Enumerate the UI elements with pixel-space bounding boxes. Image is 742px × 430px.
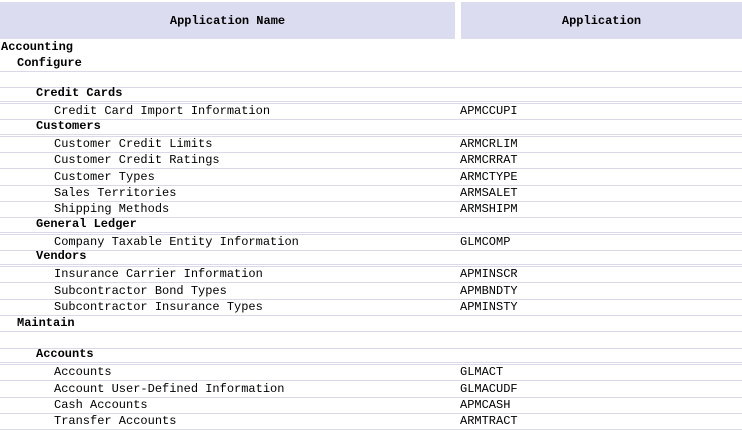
application-row[interactable] bbox=[0, 104, 742, 120]
application-name-cell[interactable]: Subcontractor Bond Types bbox=[54, 283, 227, 298]
application-row[interactable] bbox=[0, 267, 742, 283]
application-row[interactable] bbox=[0, 283, 742, 299]
table-header bbox=[0, 0, 742, 39]
table-body bbox=[0, 39, 742, 430]
application-row[interactable] bbox=[0, 398, 742, 414]
application-code-cell: APMINSTY bbox=[460, 300, 518, 315]
application-name-cell: Vendors bbox=[36, 249, 87, 264]
application-name-cell[interactable]: Company Taxable Entity Information bbox=[54, 234, 299, 249]
application-name-cell[interactable]: Credit Card Import Information bbox=[54, 104, 271, 119]
application-code-cell: GLMACUDF bbox=[460, 381, 518, 396]
application-code-cell: ARMCTYPE bbox=[460, 169, 518, 184]
group-header-row bbox=[0, 346, 742, 365]
application-name-cell[interactable]: Customer Types bbox=[54, 169, 155, 184]
application-name-cell[interactable]: Subcontractor Insurance Types bbox=[54, 300, 263, 315]
column-header-application-name: Application Name bbox=[0, 2, 455, 39]
application-name-cell[interactable]: Insurance Carrier Information bbox=[54, 267, 263, 282]
group-header-row bbox=[0, 218, 742, 234]
application-name-cell: Maintain bbox=[17, 316, 75, 331]
application-name-cell: Configure bbox=[17, 55, 82, 70]
application-code-cell: ARMCRLIM bbox=[460, 137, 518, 152]
group-header-row bbox=[0, 55, 742, 71]
application-name-cell[interactable]: Sales Territories bbox=[54, 185, 177, 200]
application-name-cell[interactable]: Customer Credit Limits bbox=[54, 137, 213, 152]
application-code-cell: APMCASH bbox=[460, 397, 511, 412]
blank-row bbox=[0, 332, 742, 348]
group-header-row bbox=[0, 316, 742, 332]
application-row[interactable] bbox=[0, 381, 742, 397]
application-code-cell: ARMTRACT bbox=[460, 414, 518, 429]
application-row[interactable] bbox=[0, 300, 742, 316]
application-code-cell: GLMACT bbox=[460, 365, 504, 380]
application-row[interactable] bbox=[0, 235, 742, 251]
application-row[interactable] bbox=[0, 414, 742, 430]
application-row[interactable] bbox=[0, 153, 742, 169]
application-name-cell[interactable]: Accounts bbox=[54, 365, 112, 380]
application-code-cell: APMINSCR bbox=[460, 267, 518, 282]
application-row[interactable] bbox=[0, 169, 742, 185]
application-code-cell: APMBNDTY bbox=[460, 283, 518, 298]
application-name-cell[interactable]: Account User-Defined Information bbox=[54, 381, 285, 396]
group-header-row bbox=[0, 88, 742, 104]
application-name-cell: Customers bbox=[36, 118, 101, 133]
application-code-cell: ARMCRRAT bbox=[460, 153, 518, 168]
application-name-cell[interactable]: Cash Accounts bbox=[54, 397, 148, 412]
application-name-cell: Credit Cards bbox=[36, 86, 123, 101]
application-code-cell: ARMSALET bbox=[460, 185, 518, 200]
application-name-cell[interactable]: Shipping Methods bbox=[54, 202, 170, 217]
application-name-cell: Accounts bbox=[36, 346, 94, 361]
application-row[interactable] bbox=[0, 202, 742, 218]
group-header-row bbox=[0, 251, 742, 267]
application-name-cell: General Ledger bbox=[36, 216, 137, 231]
group-header-row bbox=[0, 120, 742, 136]
application-name-cell[interactable]: Customer Credit Ratings bbox=[54, 153, 220, 168]
application-code-cell: APMCCUPI bbox=[460, 104, 518, 119]
application-name-cell: Accounting bbox=[1, 40, 74, 55]
group-header-row bbox=[0, 39, 742, 55]
application-name-cell[interactable]: Transfer Accounts bbox=[54, 414, 177, 429]
application-row[interactable] bbox=[0, 137, 742, 153]
column-header-application: Application bbox=[461, 2, 742, 39]
application-row[interactable] bbox=[0, 365, 742, 381]
application-row[interactable] bbox=[0, 186, 742, 202]
application-code-cell: GLMCOMP bbox=[460, 234, 511, 249]
application-code-cell: ARMSHIPM bbox=[460, 202, 518, 217]
